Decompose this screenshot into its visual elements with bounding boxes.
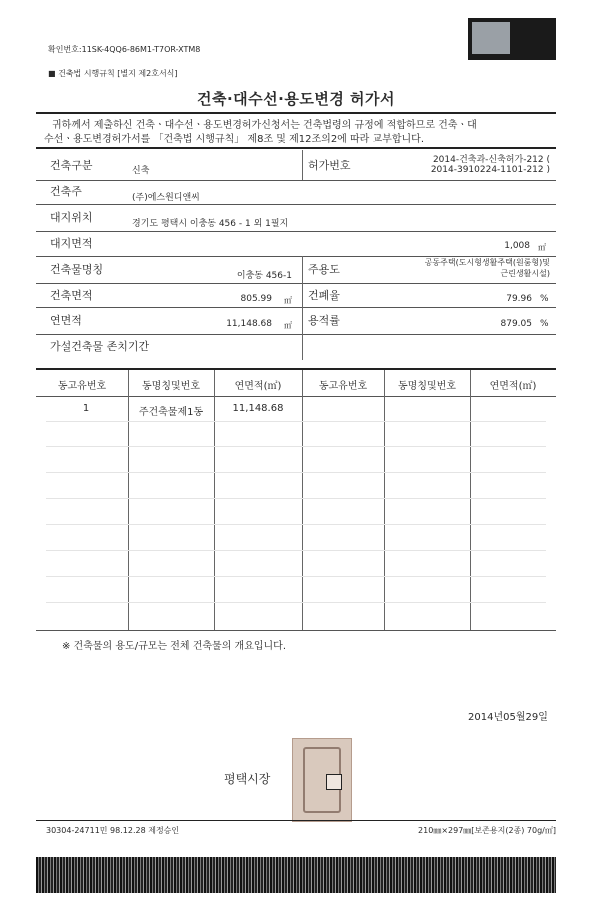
floor-area-ratio-label: 용적률 [308,314,340,327]
form-reference: ■ 건축법 시행규칙 [별지 제2호서식] [48,69,178,78]
site-location-value: 경기도 평택시 이충동 456 - 1 외 1필지 [132,219,289,229]
building-area-unit: ㎡ [284,296,292,305]
intro-line-2: 수선ㆍ용도변경허가서를 「건축법 시행규칙」 제8조 및 제12조의2에 따라 교부합니다. [44,134,424,145]
building-area-value: 805.99 [240,294,272,304]
site-area-unit: ㎡ [538,243,546,252]
site-location-label: 대지위치 [50,211,93,224]
paper-spec: 210㎜×297㎜[보존용지(2종) 70g/㎡] [418,826,556,835]
table-header: 연면적(㎡) [234,381,282,392]
construction-type-value: 신축 [132,166,150,176]
table-header: 동명칭및번호 [142,381,200,392]
main-use-line-2: 근린생활시설) [500,269,550,278]
table-header: 연면적(㎡) [489,381,537,392]
table-header: 동명칭및번호 [398,381,456,392]
permit-number-line-2: 2014-3910224-1101-212 ) [430,165,550,175]
issuer-title: 평택시장 [224,772,271,786]
issue-date: 2014년05월29일 [468,712,548,723]
coverage-ratio-unit: % [540,294,549,304]
building-name-value: 이충동 456-1 [236,271,292,281]
footnote: ※ 건축물의 용도/규모는 전체 건축물의 개요입니다. [62,641,287,652]
main-use-label: 주용도 [308,263,340,276]
floor-area-ratio-value: 879.05 [500,319,532,329]
document-title: 건축·대수선·용도변경 허가서 [197,90,395,108]
total-floor-area-value: 11,148.68 [226,319,272,329]
barcode-strip [36,857,556,893]
table-cell-building-id: 1 [82,403,90,414]
table-cell-building-name: 주건축물제1동 [138,407,204,418]
building-name-label: 건축물명칭 [50,263,104,276]
building-area-label: 건축면적 [50,289,93,302]
total-floor-area-label: 연면적 [50,314,82,327]
temporary-period-label: 가설건축물 존치기간 [50,340,150,353]
site-area-label: 대지면적 [50,237,93,250]
main-use-line-1: 공동주택(도시형생활주택(원룸형)및 [424,258,550,267]
intro-line-1: 귀하께서 제출하신 건축ㆍ대수선ㆍ용도변경허가신청서는 건축법령의 규정에 적합하므로 건축ㆍ대 [52,120,477,131]
construction-type-label: 건축구분 [50,159,93,172]
table-cell-floor-area: 11,148.68 [232,403,284,414]
floor-area-ratio-unit: % [540,319,549,329]
approval-code: 30304-24711민 98.12.28 제정승인 [46,826,180,835]
total-floor-area-unit: ㎡ [284,321,292,330]
permit-number-label: 허가번호 [308,159,351,172]
table-header: 동고유번호 [57,381,107,392]
owner-label: 건축주 [50,185,82,198]
coverage-ratio-value: 79.96 [506,294,532,304]
confirm-number: 확인번호:11SK-4QQ6-86M1-T7OR-XTM8 [48,45,201,54]
owner-value: (주)에스원디앤씨 [132,193,200,203]
permit-number-line-1: 2014-건축과-신축허가-212 ( [432,155,550,165]
qr-code-image [468,18,556,60]
official-seal-stamp [292,738,352,822]
site-area-value: 1,008 [504,241,530,251]
table-header: 동고유번호 [318,381,368,392]
coverage-ratio-label: 건폐율 [308,289,340,302]
